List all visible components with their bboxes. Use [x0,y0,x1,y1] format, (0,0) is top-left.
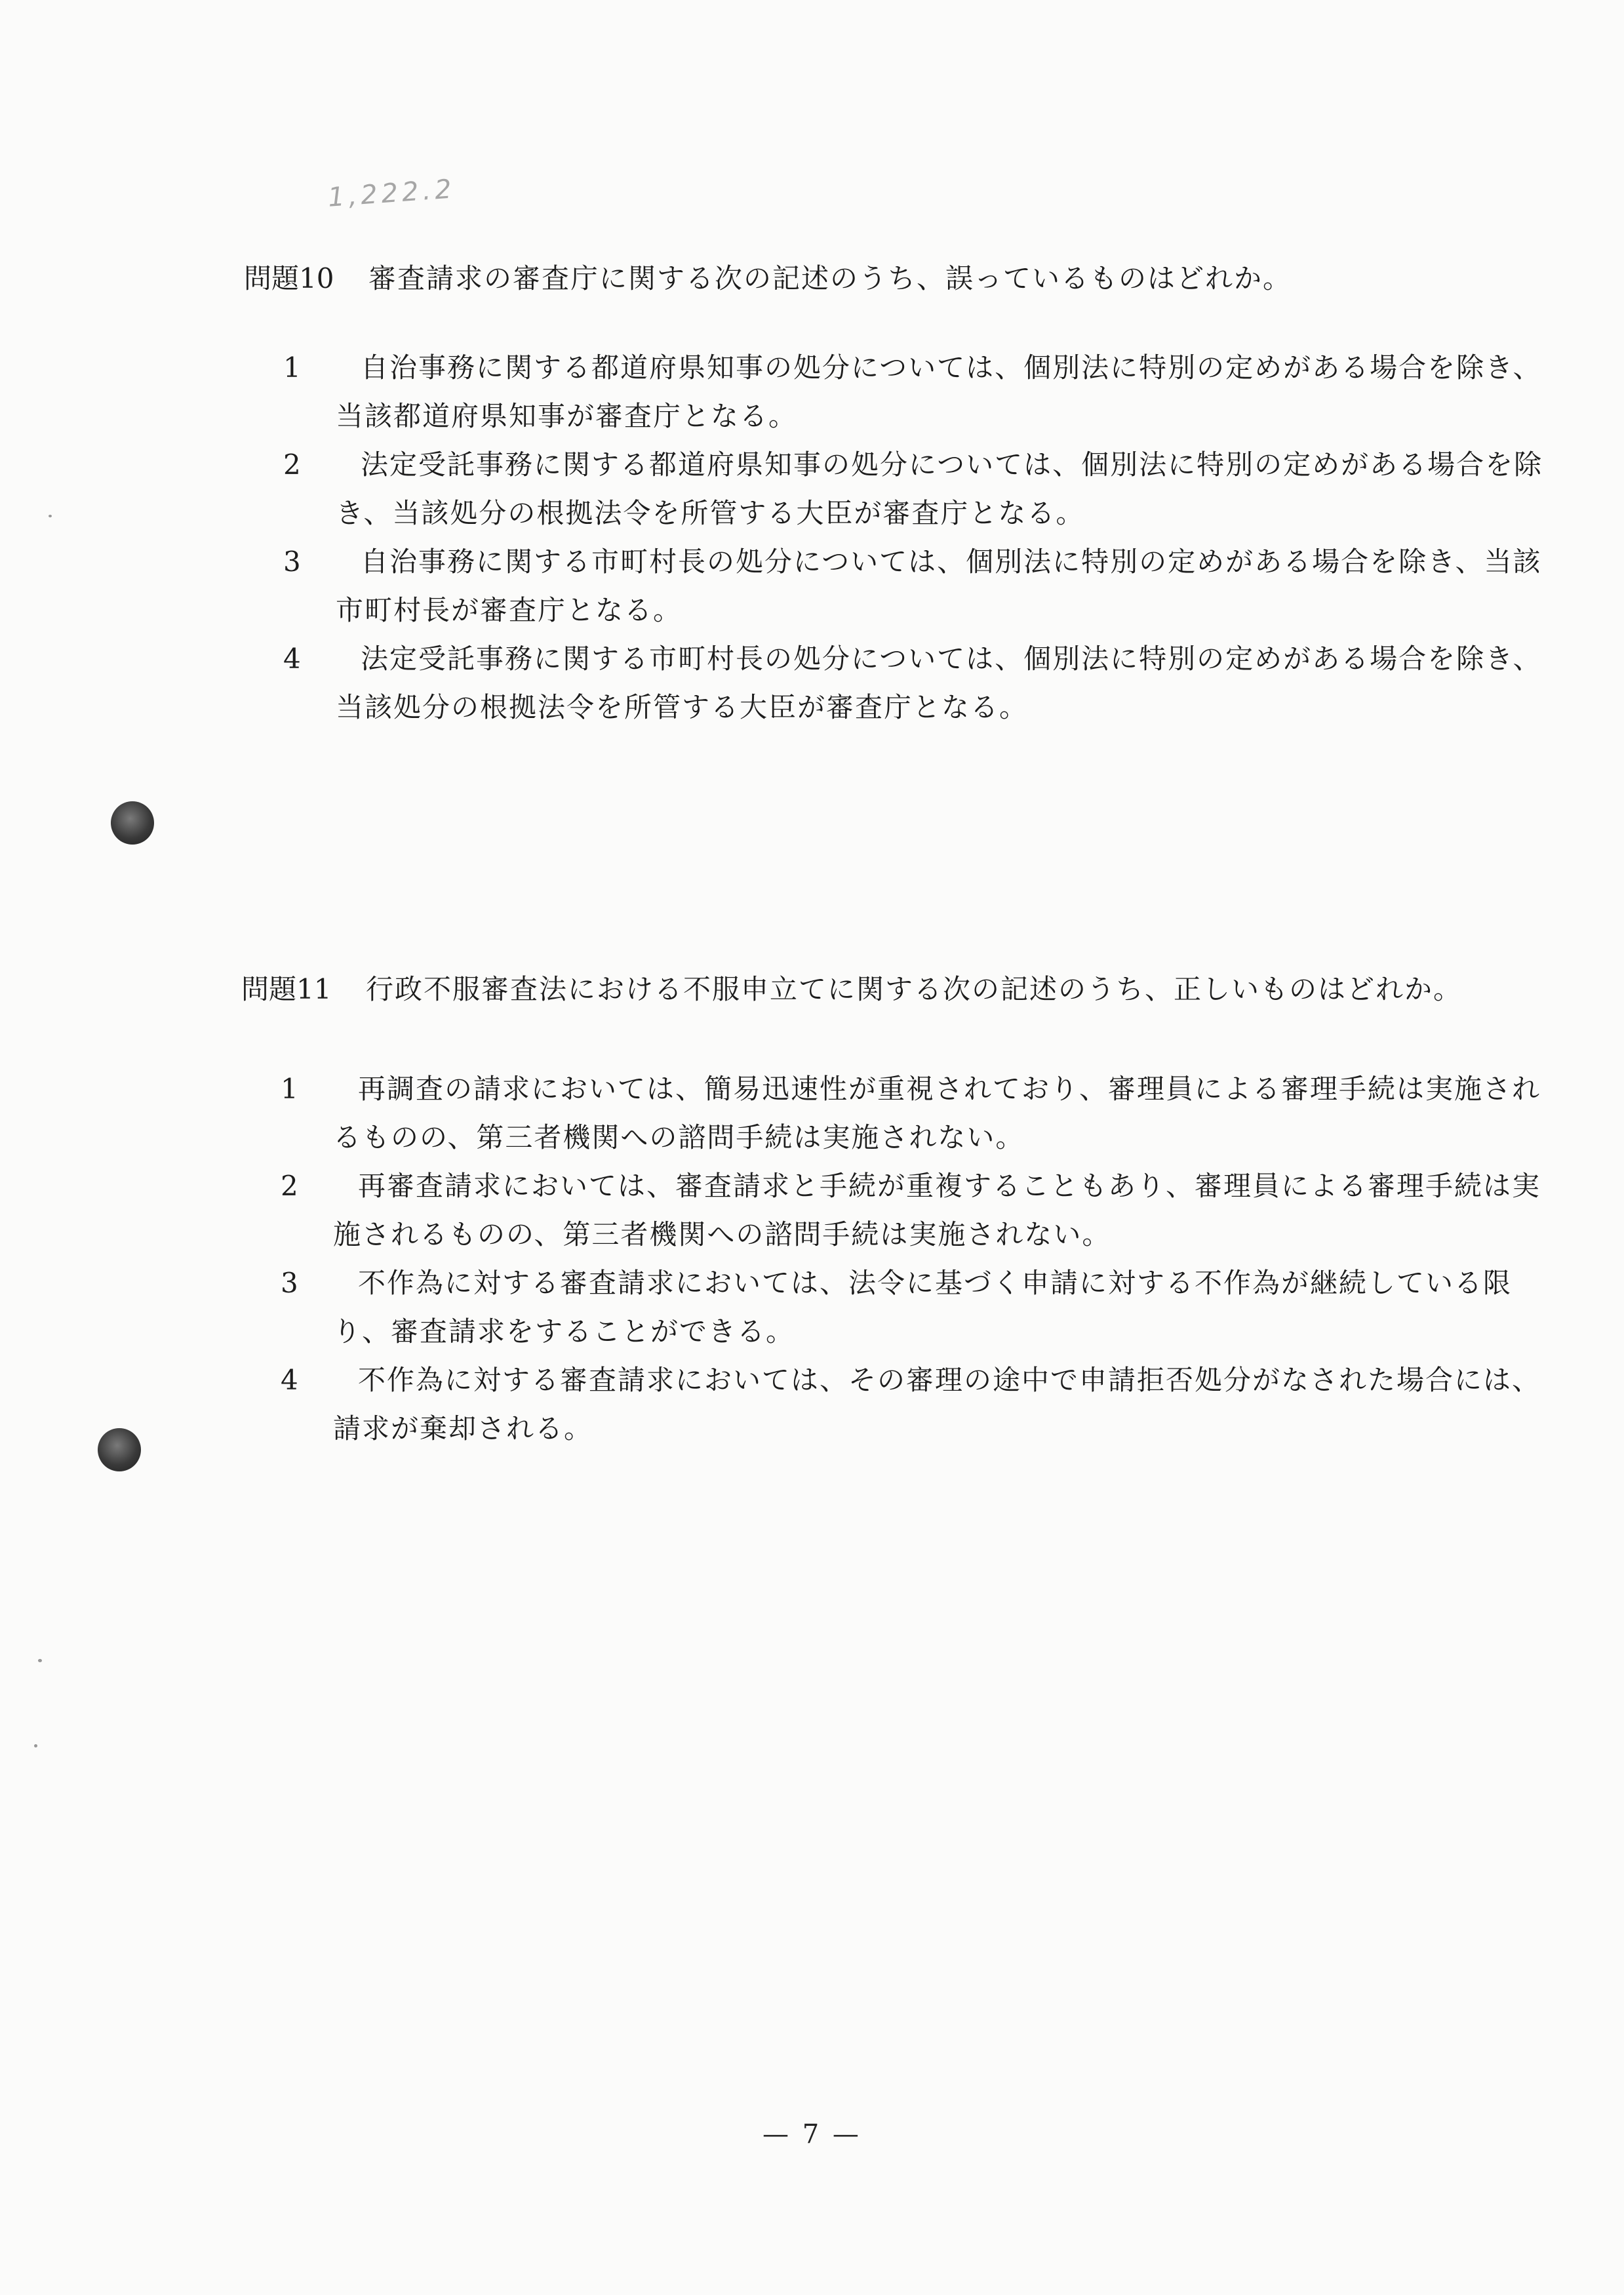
question-10 [244,254,1555,732]
option-item [281,1259,1553,1356]
option-number: 1 [281,1073,300,1105]
scan-speck [49,515,52,517]
option-text: 再調査の請求においては、簡易迅速性が重視されており、審理員による審理手続は実施されるものの、第三者機関への諮問手続は実施されない。 [333,1073,1541,1153]
option-text: 再審査請求においては、審査請求と手続が重複することもあり、審理員による審理手続は実施されるものの、第三者機関への諮問手続は実施されない。 [333,1170,1541,1250]
option-text: 不作為に対する審査請求においては、法令に基づく申請に対する不作為が継続している限り、審査請求をすることができる。 [333,1267,1513,1347]
question-stem [241,965,1553,1014]
scan-speck [38,1659,42,1662]
question-stem [244,254,1555,303]
page-number: — 7 — [762,2119,862,2149]
punch-hole [98,1428,141,1471]
question-text: 行政不服審査法における不服申立てに関する次の記述のうち、正しいものはどれか。 [366,973,1463,1005]
option-item [283,441,1555,538]
option-text: 法定受託事務に関する市町村長の処分については、個別法に特別の定めがある場合を除き、当該処分の根拠法令を所管する大臣が審査庁となる。 [336,643,1542,723]
option-item [281,1065,1553,1162]
option-item [283,635,1555,732]
option-text: 不作為に対する審査請求においては、その審理の途中で申請拒否処分がなされた場合には、請求が棄却される。 [333,1364,1541,1445]
option-list [244,344,1555,732]
option-number: 1 [283,351,302,384]
option-text: 自治事務に関する市町村長の処分については、個別法に特別の定めがある場合を除き、当該市町村長が審査庁となる。 [336,546,1542,626]
handwritten-note: 1,222.2 [327,174,457,213]
option-number: 3 [283,546,302,578]
option-number: 4 [283,643,302,675]
question-number: 問題10 [244,262,334,294]
option-list [241,1065,1553,1453]
option-item [283,344,1555,441]
question-text: 審査請求の審査庁に関する次の記述のうち、誤っているものはどれか。 [368,262,1292,294]
option-number: 4 [281,1364,300,1396]
option-item [283,538,1555,635]
option-text: 法定受託事務に関する都道府県知事の処分については、個別法に特別の定めがある場合を除き、当該処分の根拠法令を所管する大臣が審査庁となる。 [336,449,1543,529]
punch-hole [111,801,154,845]
option-item [281,1356,1553,1453]
scan-speck [34,1744,37,1747]
question-number: 問題11 [241,973,332,1005]
option-item [281,1162,1553,1259]
option-number: 2 [283,449,302,481]
question-11 [241,965,1553,1453]
option-text: 自治事務に関する都道府県知事の処分については、個別法に特別の定めがある場合を除き、当該都道府県知事が審査庁となる。 [336,351,1542,432]
option-number: 3 [281,1267,300,1299]
option-number: 2 [281,1170,300,1202]
